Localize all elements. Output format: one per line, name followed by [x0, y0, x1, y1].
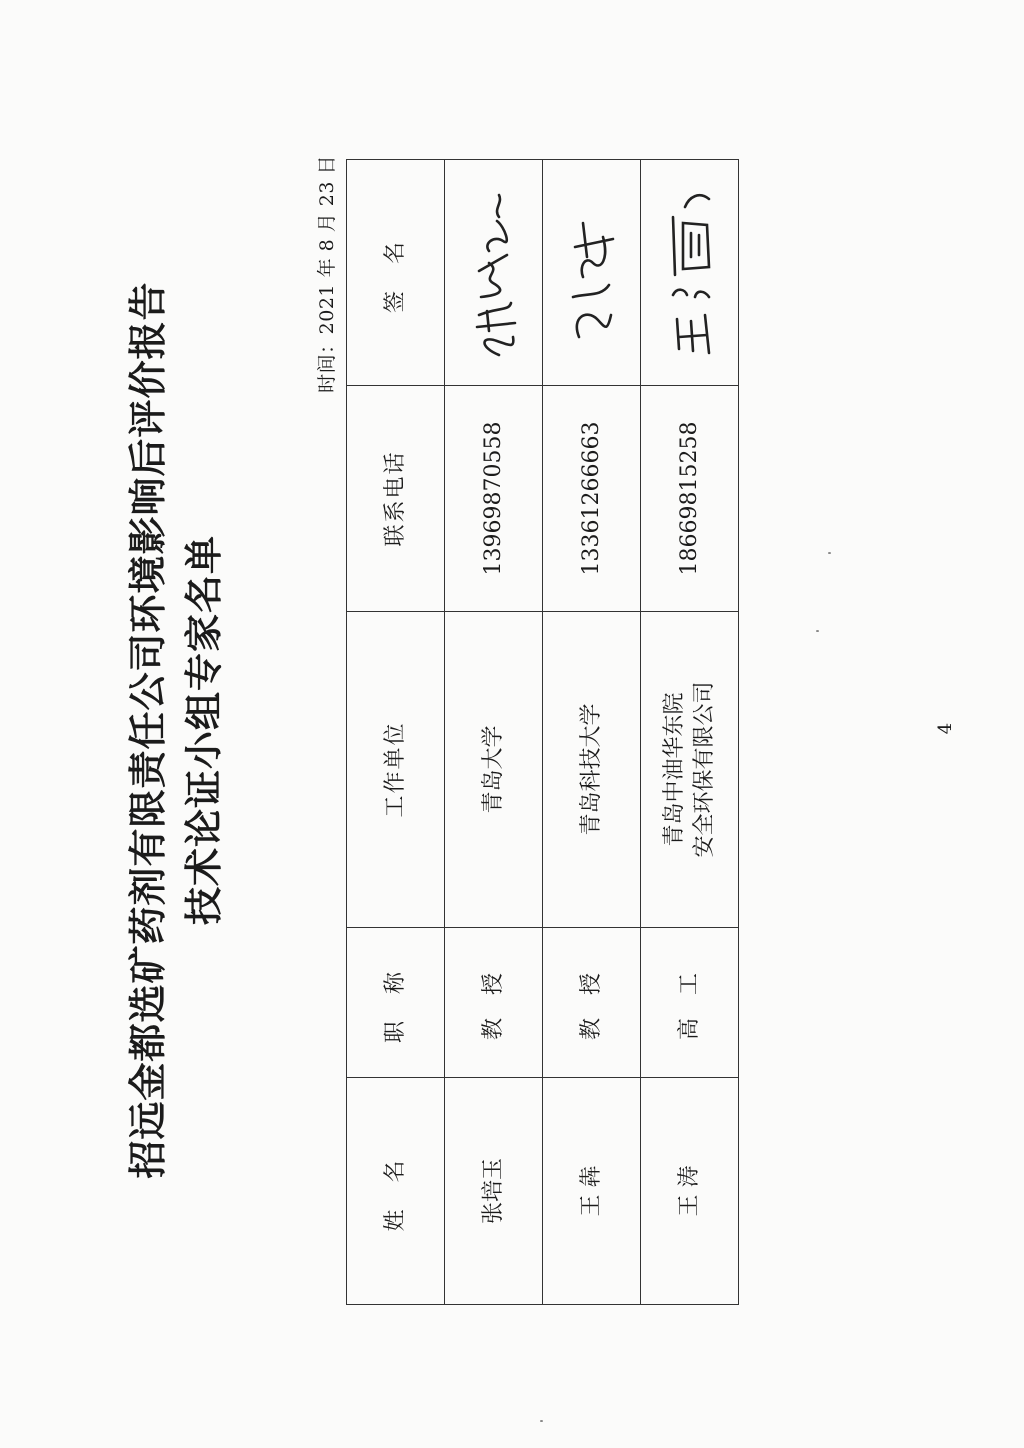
header-signature: 签 名	[347, 160, 445, 386]
table-row	[543, 160, 641, 1305]
unit-line: 安全环保有限公司	[691, 681, 717, 858]
expert-title: 教 授	[543, 928, 641, 1078]
expert-unit	[445, 612, 543, 928]
expert-list-table	[346, 159, 739, 1305]
handwritten-signature	[557, 178, 627, 368]
expert-unit	[641, 612, 739, 928]
title-line-1: 招远金都选矿药剂有限责任公司环境影响后评价报告	[126, 281, 170, 1179]
header-title: 职 称	[347, 928, 445, 1078]
title-line-2: 技术论证小组专家名单	[182, 535, 226, 926]
expert-title: 教 授	[445, 928, 543, 1078]
table-row	[445, 160, 543, 1305]
document-page	[120, 155, 760, 1305]
expert-unit	[543, 612, 641, 928]
handwritten-signature	[459, 178, 529, 368]
handwritten-signature	[655, 178, 725, 368]
unit-line: 青岛中油华东院	[661, 692, 687, 847]
expert-phone: 18669815258	[641, 386, 739, 612]
table-row	[641, 160, 739, 1305]
document-title	[120, 155, 232, 1305]
page-number: 4	[935, 722, 957, 735]
expert-name: 王 涛	[641, 1078, 739, 1305]
unit-line: 青岛科技大学	[578, 703, 604, 836]
header-name: 姓 名	[347, 1078, 445, 1305]
expert-phone: 13361266663	[543, 386, 641, 612]
table-header-row	[347, 160, 445, 1305]
header-phone: 联系电话	[347, 386, 445, 612]
header-unit: 工作单位	[347, 612, 445, 928]
meeting-date: 时间：2021 年 8 月 23 日	[316, 155, 338, 393]
signature-cell	[543, 160, 641, 386]
scan-speck	[540, 1420, 543, 1422]
scan-speck	[828, 552, 831, 554]
expert-phone: 13969870558	[445, 386, 543, 612]
scan-speck	[816, 630, 819, 632]
expert-name: 王 犇	[543, 1078, 641, 1305]
unit-line: 青岛大学	[480, 725, 506, 814]
expert-name: 张培玉	[445, 1078, 543, 1305]
signature-cell	[641, 160, 739, 386]
expert-title: 高 工	[641, 928, 739, 1078]
signature-cell	[445, 160, 543, 386]
